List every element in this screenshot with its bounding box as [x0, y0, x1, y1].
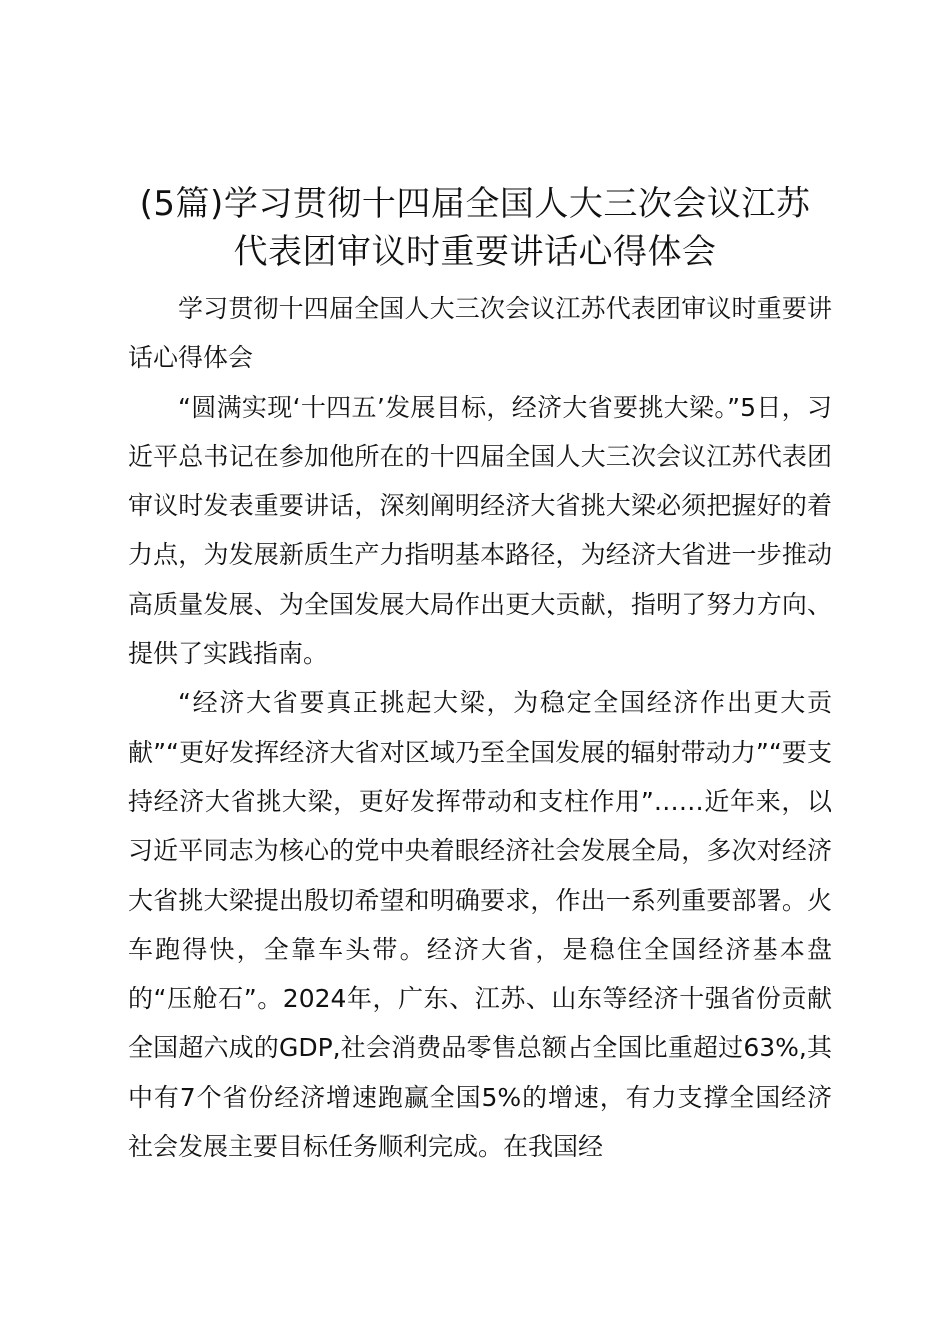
document-title	[110, 180, 840, 276]
subtitle-paragraph: 学习贯彻十四届全国人大三次会议江苏代表团审议时重要讲话心得体会	[128, 294, 832, 373]
document-body	[128, 284, 832, 1171]
title-line-1: (5篇)学习贯彻十四届全国人大三次会议江苏	[139, 184, 811, 224]
body-paragraph: “圆满实现‘十四五’发展目标，经济大省要挑大梁。”5日，习近平总书记在参加他所在的十四届全国人大三次会议江苏代表团审议时发表重要讲话，深刻阐明经济大省挑大梁必须把握好的着力点，为发展新质生产力指明基本路径，为经济大省进一步推动高质量发展、为全国发展大局作出更大贡献，指明了努力方向、提供了实践指南。	[128, 392, 832, 669]
body-paragraph: “经济大省要真正挑起大梁，为稳定全国经济作出更大贡献”“更好发挥经济大省对区域乃至全国发展的辐射带动力”“要支持经济大省挑大梁，更好发挥带动和支柱作用”……近年来，以习近平同志为核心的党中央着眼经济社会发展全局，多次对经济大省挑大梁提出殷切希望和明确要求，作出一系列重要部署。火车跑得快，全靠车头带。经济大省，是稳住全国经济基本盘的“压舱石”。2024年，广东、江苏、山东等经济十强省份贡献全国超六成的GDP,社会消费品零售总额占全国比重超过63%,其中有7个省份经济增速跑赢全国5%的增速，有力支撑全国经济社会发展主要目标任务顺利完成。在我国经	[128, 688, 832, 1162]
title-line-2: 代表团审议时重要讲话心得体会	[233, 232, 717, 272]
